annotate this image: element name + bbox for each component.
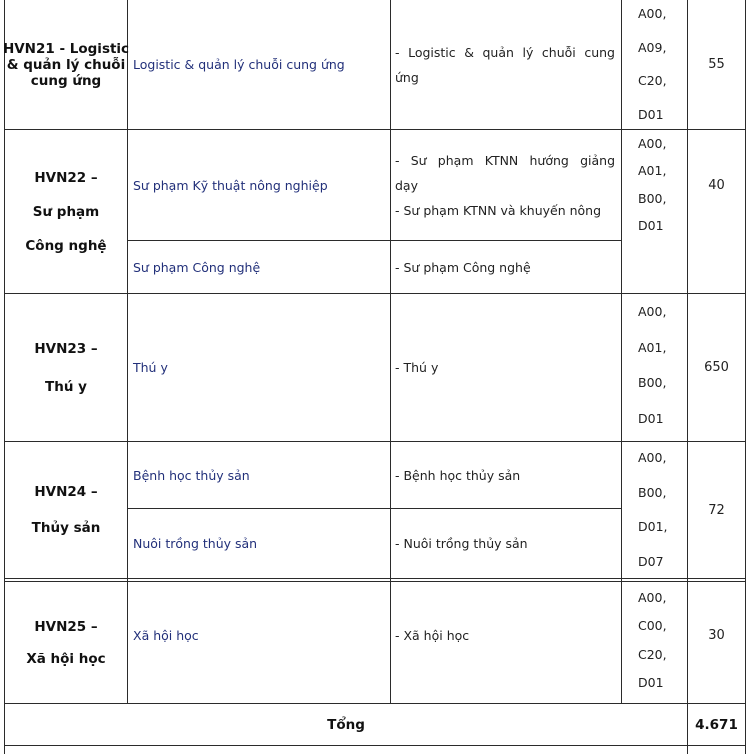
combo-code: A00,	[638, 450, 667, 465]
sub-major-line: - Logistic & quản lý chuỗi cung	[395, 44, 615, 60]
combo-code: C00,	[638, 618, 667, 634]
combo-code: C20,	[638, 646, 667, 662]
group-line: Thủy sản	[31, 520, 101, 536]
combo-cell	[622, 130, 687, 240]
combo-cell	[622, 442, 687, 578]
sub-major-line: ứng	[395, 69, 419, 85]
sub-major-cell	[391, 294, 621, 441]
major-name: Bệnh học thủy sản	[133, 467, 250, 483]
total-label-cell	[5, 704, 687, 745]
sub-major-line: - Bệnh học thủy sản	[395, 467, 521, 483]
sub-major-cell	[391, 0, 621, 129]
major-cell	[128, 0, 390, 129]
group-line: & quản lý chuỗi	[6, 56, 126, 73]
sub-major-line: dạy	[395, 177, 418, 193]
combo-code: D01	[638, 674, 664, 690]
major-name: Sư phạm Kỹ thuật nông nghiệp	[133, 177, 328, 193]
combo-cell	[622, 0, 687, 129]
combo-code: A00,	[638, 136, 667, 151]
sub-major-line: - Thú y	[395, 360, 439, 375]
group-line: Thú y	[45, 378, 87, 395]
combo-code: A00,	[638, 590, 667, 605]
group-line: HVN23 –	[34, 340, 98, 357]
major-cell	[128, 582, 390, 688]
sub-major-line: - Nuôi trồng thủy sản	[395, 536, 528, 551]
combo-code: D07	[638, 553, 664, 569]
group-cell	[5, 442, 127, 578]
sub-major-cell	[391, 241, 621, 293]
quota-cell	[688, 130, 745, 240]
combo-code: B00,	[638, 375, 667, 391]
major-cell	[128, 442, 390, 508]
quota-cell	[688, 442, 745, 578]
quota-value: 55	[708, 57, 725, 72]
major-name: Thú y	[133, 360, 168, 375]
combo-code: D01,	[638, 519, 668, 535]
combo-code: D01	[638, 410, 664, 426]
combo-code: D01	[638, 217, 664, 233]
sub-major-cell	[391, 582, 621, 688]
major-name: Logistic & quản lý chuỗi cung ứng	[133, 57, 345, 72]
combo-code: A00,	[638, 304, 667, 319]
major-name: Sư phạm Công nghệ	[133, 259, 261, 275]
combo-code: A09,	[638, 39, 667, 55]
quota-value: 40	[708, 177, 725, 193]
sub-major-cell	[391, 442, 621, 508]
combo-code: A01,	[638, 163, 667, 179]
quota-value: 30	[708, 627, 725, 643]
sub-major-line: - Sư phạm Công nghệ	[395, 259, 531, 275]
major-cell	[128, 294, 390, 441]
group-line: cung ứng	[30, 72, 102, 89]
group-cell	[5, 130, 127, 293]
group-line: HVN24 –	[34, 484, 98, 500]
table-border-right	[745, 0, 746, 754]
major-cell	[128, 509, 390, 578]
sub-major-line: - Sư phạm KTNN và khuyến nông	[395, 202, 602, 218]
combo-cell	[622, 294, 687, 441]
major-cell	[128, 130, 390, 240]
total-label: Tổng	[327, 716, 365, 733]
group-line: Sư phạm	[32, 203, 100, 220]
total-value: 4.671	[695, 716, 738, 733]
table-border-bottom	[4, 745, 746, 746]
group-line: HVN21 - Logistic	[2, 40, 130, 57]
combo-code: A00,	[638, 6, 667, 21]
combo-cell	[622, 582, 687, 703]
sub-major-line: - Sư phạm KTNN hướng giảng	[395, 152, 615, 168]
quota-value: 72	[708, 502, 725, 518]
combo-code: B00,	[638, 190, 667, 206]
group-cell	[5, 582, 127, 703]
combo-code: D01	[638, 106, 664, 122]
major-name: Nuôi trồng thủy sản	[133, 536, 258, 551]
row-divider	[4, 578, 746, 579]
major-name: Xã hội học	[133, 627, 199, 643]
total-value-cell	[688, 704, 745, 745]
group-cell	[5, 294, 127, 441]
major-cell	[128, 241, 390, 293]
quota-value: 650	[704, 360, 729, 375]
group-line: Công nghệ	[25, 237, 107, 254]
quota-cell	[688, 294, 745, 441]
sub-major-line: - Xã hội học	[395, 627, 470, 643]
quota-cell	[688, 0, 745, 129]
group-line: HVN22 –	[34, 169, 98, 186]
group-line: Xã hội học	[26, 650, 106, 667]
combo-code: C20,	[638, 73, 667, 89]
group-line: HVN25 –	[34, 618, 98, 635]
sub-major-cell	[391, 130, 621, 240]
sub-major-cell	[391, 509, 621, 578]
combo-code: B00,	[638, 484, 667, 500]
group-cell	[2, 0, 130, 129]
quota-cell	[688, 582, 745, 688]
combo-code: A01,	[638, 339, 667, 355]
